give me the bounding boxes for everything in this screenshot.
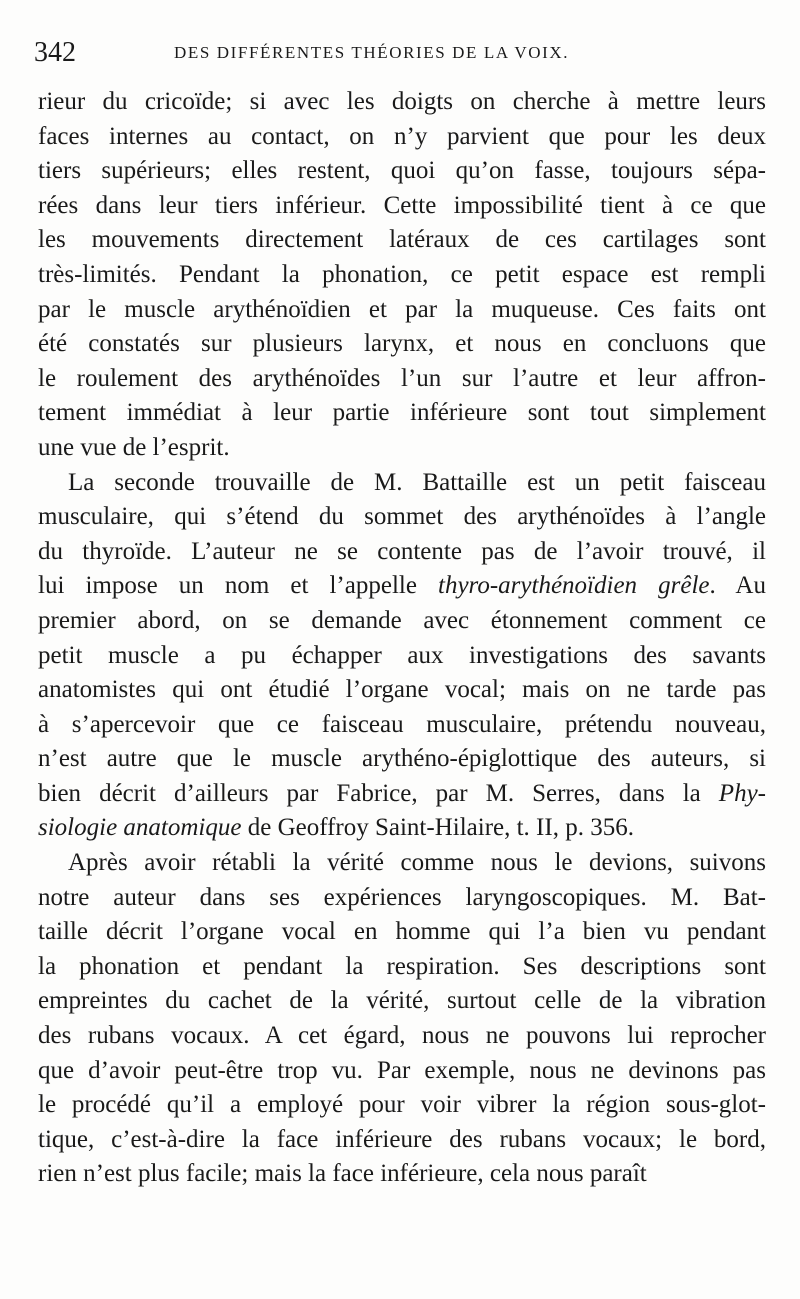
- text-line: taille décrit l’organe vocal en homme qui l’a bien vu pendant: [38, 918, 766, 946]
- text-line: n’est autre que le muscle arythéno-épiglottique des auteurs, si: [38, 745, 766, 773]
- text-line: La seconde trouvaille de M. Battaille est un petit faisceau: [68, 468, 766, 496]
- text-line: [38, 811, 766, 846]
- text-line: le procédé qu’il a employé pour voir vibrer la région sous-glot-: [38, 1091, 766, 1119]
- text-line: une vue de l’esprit.: [38, 433, 230, 461]
- text-line: des rubans vocaux. A cet égard, nous ne pouvons lui reprocher: [38, 1022, 766, 1050]
- text-run: . Au: [709, 572, 766, 600]
- text-line: les mouvements directement latéraux de ces cartilages sont: [38, 226, 766, 254]
- text-line: par le muscle arythénoïdien et par la muqueuse. Ces faits ont: [38, 295, 766, 323]
- text-line: que d’avoir peut-être trop vu. Par exemple, nous ne devinons pas: [38, 1056, 766, 1084]
- italic-run: Phy-: [718, 779, 766, 807]
- paragraph: [38, 466, 766, 847]
- text-line: faces internes au contact, on n’y parvient que pour les deux: [38, 122, 766, 150]
- paragraph: [38, 846, 766, 1192]
- text-line: du thyroïde. L’auteur ne se contente pas de l’avoir trouvé, il: [38, 537, 766, 565]
- paragraph: [38, 85, 766, 466]
- text-line: rien n’est plus facile; mais la face inférieure, cela nous paraît: [38, 1160, 647, 1188]
- text-line: Après avoir rétabli la vérité comme nous le devions, suivons: [68, 849, 766, 877]
- text-line: petit muscle a pu échapper aux investigations des savants: [38, 641, 766, 669]
- page-number: 342: [34, 37, 76, 68]
- text-line: empreintes du cachet de la vérité, surtout celle de la vibration: [38, 987, 766, 1015]
- text-line: musculaire, qui s’étend du sommet des arythénoïdes à l’angle: [38, 503, 766, 531]
- text-line: rieur du cricoïde; si avec les doigts on cherche à mettre leurs: [38, 88, 766, 115]
- text-line: notre auteur dans ses expériences laryngoscopiques. M. Bat-: [38, 883, 766, 911]
- text-run: lui impose un nom et l’appelle: [38, 572, 439, 600]
- text-line: la phonation et pendant la respiration. Ses descriptions sont: [38, 952, 766, 980]
- text-line: [38, 777, 766, 812]
- body-text: [38, 85, 766, 1192]
- text-run: bien décrit d’ailleurs par Fabrice, par M. Serres, dans la: [38, 779, 719, 807]
- text-line: [38, 569, 766, 604]
- text-line: tique, c’est-à-dire la face inférieure des rubans vocaux; le bord,: [38, 1125, 766, 1153]
- running-head: DES DIFFÉRENTES THÉORIES DE LA VOIX.: [174, 43, 570, 62]
- text-line: le roulement des arythénoïdes l’un sur l’autre et leur affron-: [38, 364, 766, 392]
- page-header: [34, 34, 764, 74]
- text-line: rées dans leur tiers inférieur. Cette impossibilité tient à ce que: [38, 191, 766, 219]
- italic-run: siologie anatomique: [38, 814, 242, 842]
- text-line: très-limités. Pendant la phonation, ce petit espace est rempli: [38, 260, 766, 288]
- text-line: tement immédiat à leur partie inférieure sont tout simplement: [38, 399, 766, 427]
- text-line: été constatés sur plusieurs larynx, et nous en concluons que: [38, 330, 766, 358]
- italic-run: thyro-arythénoïdien grêle: [438, 572, 710, 600]
- text-line: tiers supérieurs; elles restent, quoi qu’on fasse, toujours sépa-: [38, 157, 766, 185]
- text-line: à s’apercevoir que ce faisceau musculaire, prétendu nouveau,: [38, 710, 766, 738]
- text-line: anatomistes qui ont étudié l’organe vocal; mais on ne tarde pas: [38, 676, 766, 704]
- text-run: de Geoffroy Saint-Hilaire, t. II, p. 356.: [241, 814, 634, 842]
- text-line: premier abord, on se demande avec étonnement comment ce: [38, 606, 766, 634]
